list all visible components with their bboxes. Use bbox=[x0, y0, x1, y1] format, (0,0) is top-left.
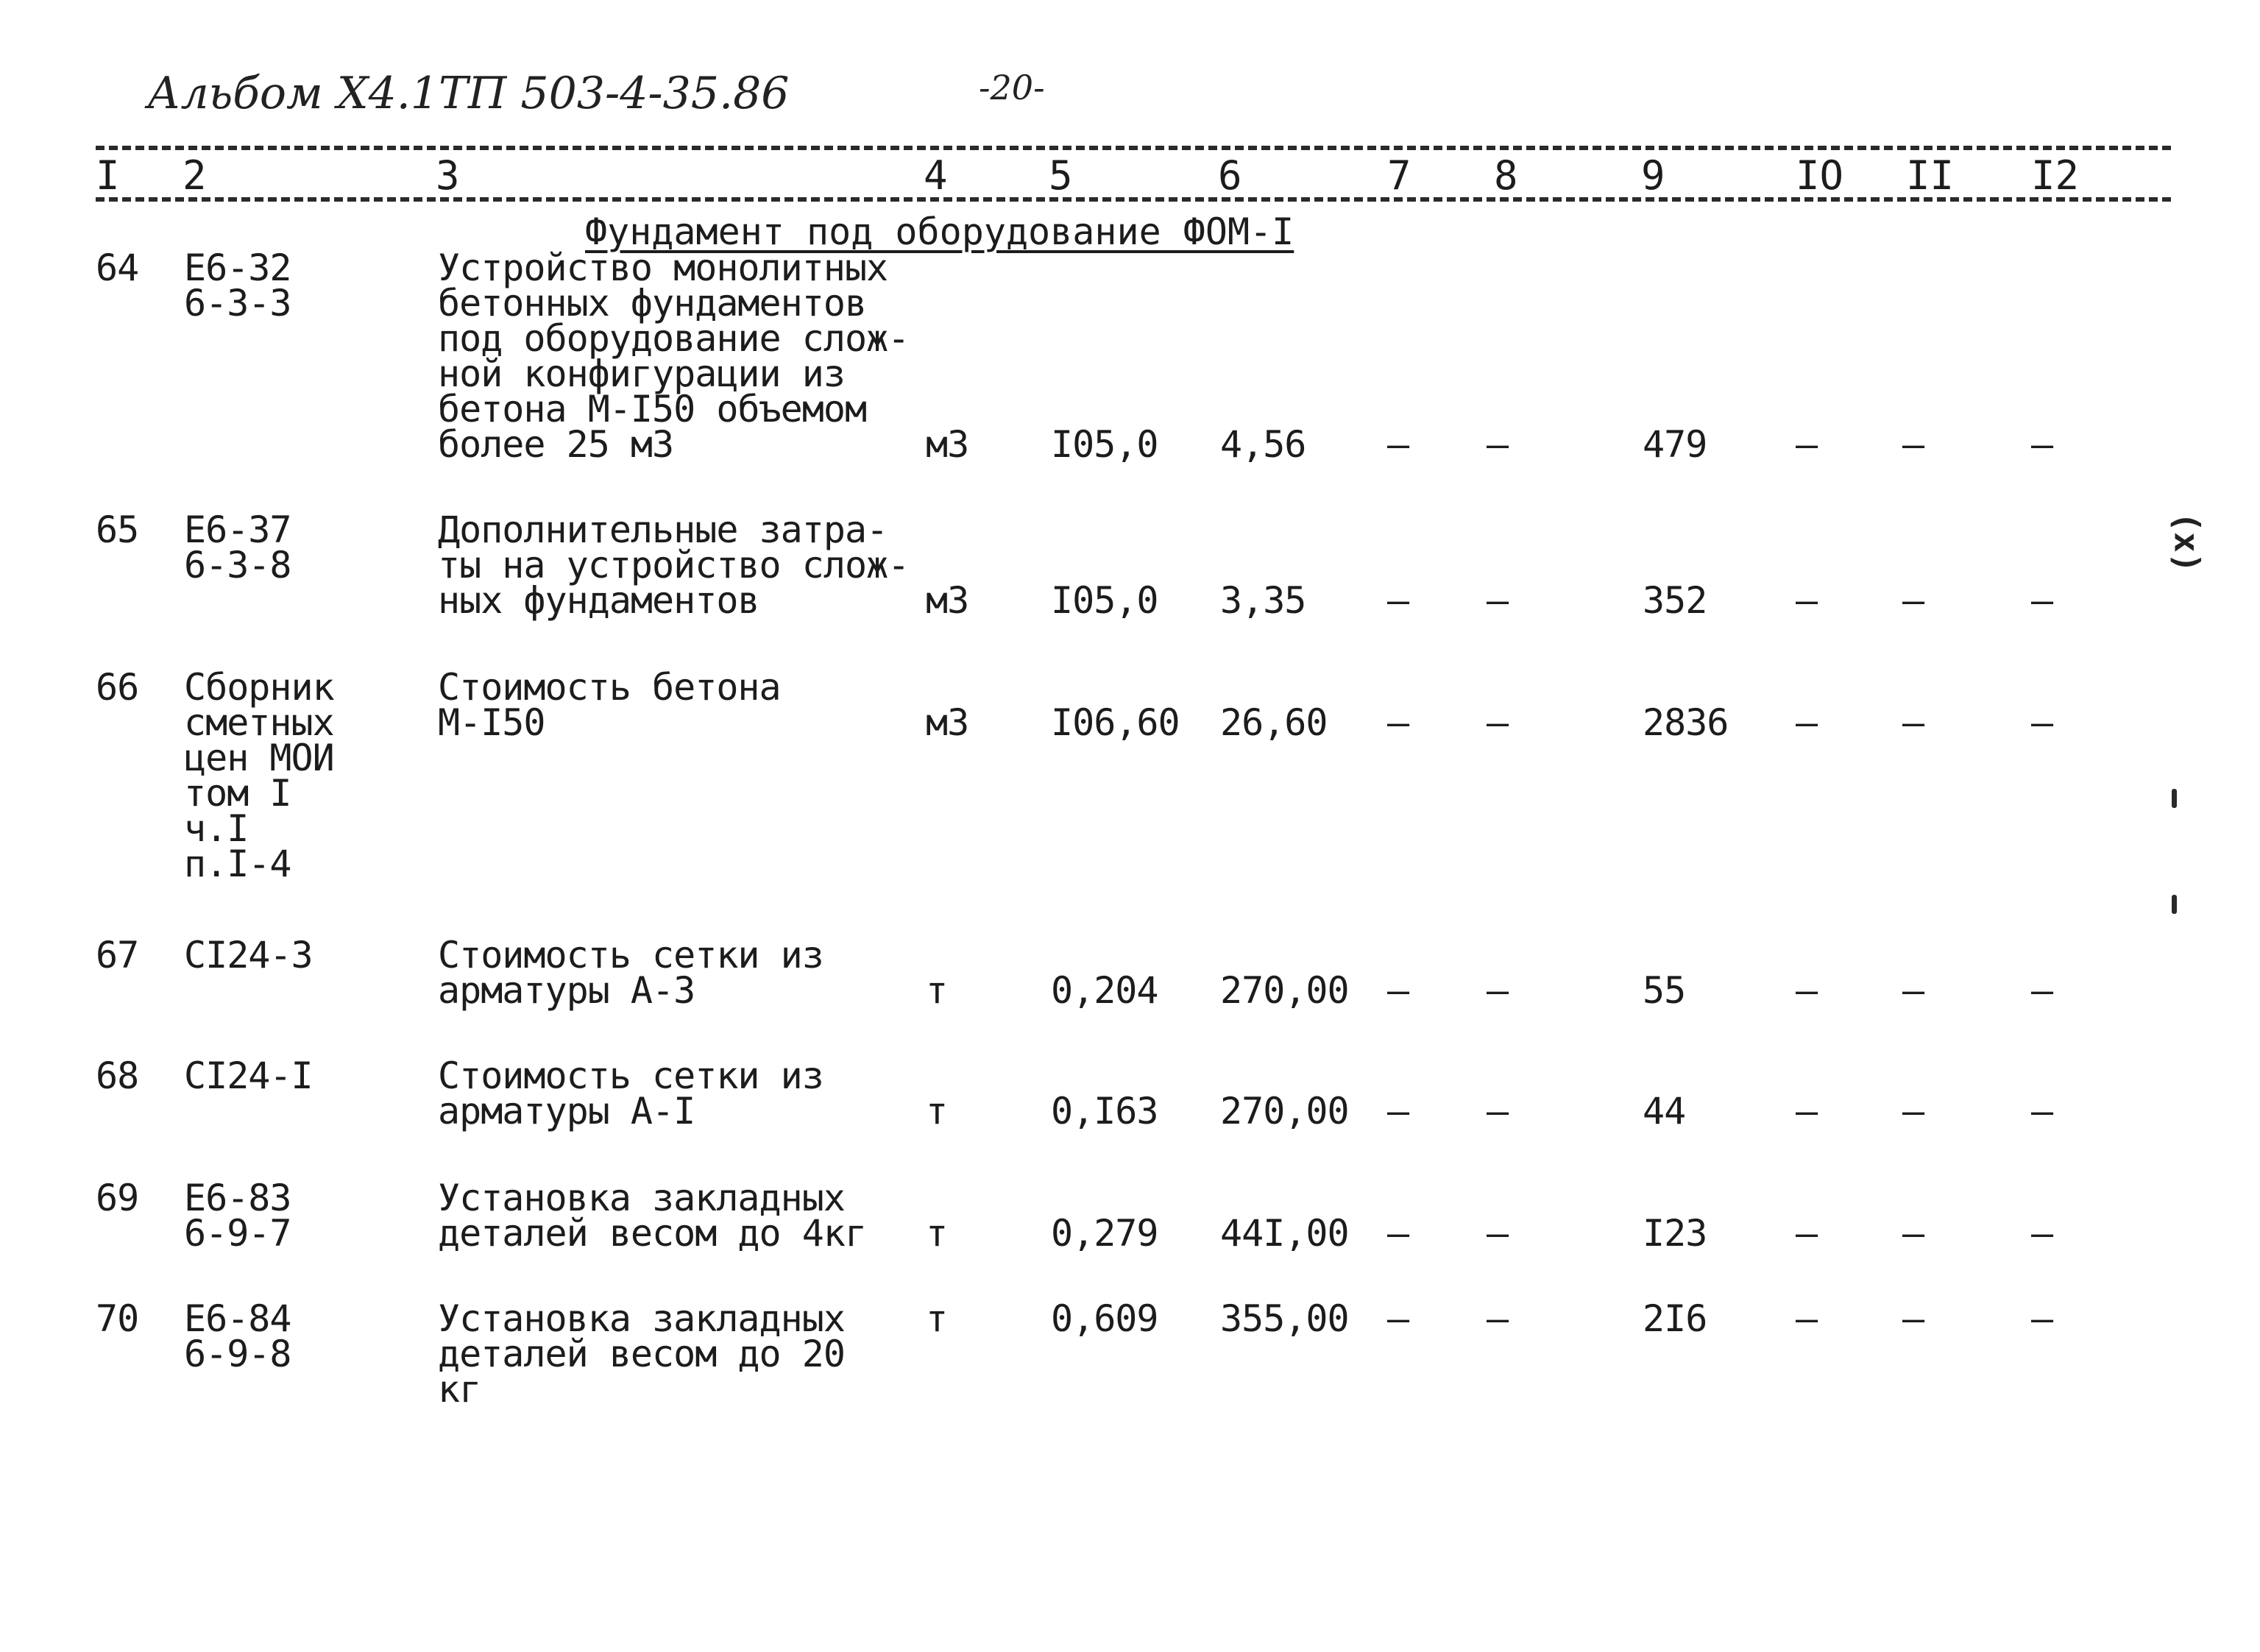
row-unit: м3 bbox=[926, 579, 969, 622]
row-col11: – bbox=[1902, 1090, 1924, 1132]
row-description-line: Стоимость бетона bbox=[438, 666, 781, 709]
row-code-line: Е6-37 bbox=[184, 508, 291, 551]
row-col12: – bbox=[2031, 969, 2053, 1012]
row-code-line: ч.I bbox=[184, 807, 249, 850]
row-number: 67 bbox=[96, 934, 139, 976]
row-quantity: 0,I63 bbox=[1051, 1090, 1158, 1132]
row-unit-price: 355,00 bbox=[1220, 1297, 1349, 1340]
column-header-11: II bbox=[1906, 152, 1955, 199]
row-total: 55 bbox=[1643, 969, 1686, 1012]
margin-mark: (x) bbox=[2167, 511, 2207, 573]
margin-tick bbox=[2172, 895, 2177, 914]
row-col10: – bbox=[1796, 1212, 1818, 1255]
row-description-line: ных фундаментов bbox=[438, 579, 759, 622]
row-col11: – bbox=[1902, 701, 1924, 744]
row-col8: – bbox=[1487, 969, 1509, 1012]
row-description-line: ты на устройство слож- bbox=[438, 544, 910, 586]
row-number: 70 bbox=[96, 1297, 139, 1340]
row-unit: м3 bbox=[926, 701, 969, 744]
row-unit: т bbox=[926, 969, 948, 1012]
row-unit-price: 270,00 bbox=[1220, 969, 1349, 1012]
row-col11: – bbox=[1902, 1297, 1924, 1340]
row-col10: – bbox=[1796, 1090, 1818, 1132]
page-number: -20- bbox=[979, 68, 1045, 107]
row-unit: т bbox=[926, 1212, 948, 1255]
row-number: 66 bbox=[96, 666, 139, 709]
column-header-5: 5 bbox=[1049, 152, 1073, 199]
row-col12: – bbox=[2031, 423, 2053, 466]
row-col10: – bbox=[1796, 969, 1818, 1012]
row-total: 2I6 bbox=[1643, 1297, 1707, 1340]
row-description-line: М-I50 bbox=[438, 701, 545, 744]
row-col11: – bbox=[1902, 423, 1924, 466]
row-quantity: 0,609 bbox=[1051, 1297, 1158, 1340]
row-description-line: Дополнительные затра- bbox=[438, 508, 888, 551]
row-description-line: арматуры А-I bbox=[438, 1090, 695, 1132]
row-col7: – bbox=[1387, 969, 1409, 1012]
row-quantity: I05,0 bbox=[1051, 423, 1158, 466]
row-col11: – bbox=[1902, 1212, 1924, 1255]
row-col8: – bbox=[1487, 701, 1509, 744]
row-col7: – bbox=[1387, 1212, 1409, 1255]
row-unit-price: 44I,00 bbox=[1220, 1212, 1349, 1255]
row-unit-price: 26,60 bbox=[1220, 701, 1328, 744]
album-title: Альбом Х4.1ТП 503-4-35.86 bbox=[147, 68, 790, 119]
row-code-line: Е6-83 bbox=[184, 1177, 291, 1219]
row-description-line: Стоимость сетки из bbox=[438, 934, 823, 976]
row-code-line: том I bbox=[184, 772, 291, 815]
header-rule-bottom bbox=[96, 197, 2171, 202]
column-header-9: 9 bbox=[1641, 152, 1665, 199]
row-code-line: СI24-I bbox=[184, 1054, 313, 1097]
section-title: Фундамент под оборудование ФОМ-I bbox=[585, 210, 1294, 253]
row-col12: – bbox=[2031, 579, 2053, 622]
row-description-line: бетонных фундаментов bbox=[438, 282, 867, 325]
row-col10: – bbox=[1796, 579, 1818, 622]
row-description-line: Устройство монолитных bbox=[438, 247, 888, 289]
row-number: 64 bbox=[96, 247, 139, 289]
row-col8: – bbox=[1487, 1212, 1509, 1255]
row-unit: т bbox=[926, 1297, 948, 1340]
row-col11: – bbox=[1902, 969, 1924, 1012]
row-code-line: СI24-3 bbox=[184, 934, 313, 976]
row-description-line: ной конфигурации из bbox=[438, 352, 845, 395]
row-code-line: сметных bbox=[184, 701, 334, 744]
margin-tick bbox=[2172, 789, 2177, 808]
row-col12: – bbox=[2031, 701, 2053, 744]
row-number: 65 bbox=[96, 508, 139, 551]
row-total: I23 bbox=[1643, 1212, 1707, 1255]
row-number: 68 bbox=[96, 1054, 139, 1097]
column-header-4: 4 bbox=[924, 152, 948, 199]
row-code-line: 6-9-7 bbox=[184, 1212, 291, 1255]
row-col8: – bbox=[1487, 1090, 1509, 1132]
row-quantity: 0,204 bbox=[1051, 969, 1158, 1012]
row-total: 479 bbox=[1643, 423, 1707, 466]
row-code-line: 6-3-3 bbox=[184, 282, 291, 325]
row-col7: – bbox=[1387, 1090, 1409, 1132]
column-header-10: IO bbox=[1796, 152, 1844, 199]
row-col10: – bbox=[1796, 701, 1818, 744]
row-col8: – bbox=[1487, 1297, 1509, 1340]
row-quantity: I06,60 bbox=[1051, 701, 1180, 744]
row-description-line: Установка закладных bbox=[438, 1297, 845, 1340]
header-rule-top bbox=[96, 146, 2171, 150]
row-col12: – bbox=[2031, 1297, 2053, 1340]
row-description-line: кг bbox=[438, 1368, 481, 1411]
row-unit: м3 bbox=[926, 423, 969, 466]
row-description-line: под оборудование слож- bbox=[438, 317, 910, 360]
row-unit-price: 270,00 bbox=[1220, 1090, 1349, 1132]
column-header-1: I bbox=[96, 152, 120, 199]
row-description-line: деталей весом до 4кг bbox=[438, 1212, 867, 1255]
row-col12: – bbox=[2031, 1212, 2053, 1255]
column-header-7: 7 bbox=[1387, 152, 1411, 199]
column-header-3: 3 bbox=[436, 152, 460, 199]
column-header-2: 2 bbox=[183, 152, 207, 199]
row-col7: – bbox=[1387, 423, 1409, 466]
row-description-line: Стоимость сетки из bbox=[438, 1054, 823, 1097]
row-description-line: деталей весом до 20 bbox=[438, 1333, 845, 1375]
row-col11: – bbox=[1902, 579, 1924, 622]
row-col10: – bbox=[1796, 423, 1818, 466]
row-code-line: Е6-32 bbox=[184, 247, 291, 289]
row-code-line: цен МОИ bbox=[184, 737, 334, 779]
row-unit-price: 4,56 bbox=[1220, 423, 1306, 466]
row-code-line: 6-9-8 bbox=[184, 1333, 291, 1375]
row-total: 2836 bbox=[1643, 701, 1729, 744]
row-unit: т bbox=[926, 1090, 948, 1132]
row-number: 69 bbox=[96, 1177, 139, 1219]
row-description-line: арматуры А-3 bbox=[438, 969, 695, 1012]
row-col7: – bbox=[1387, 701, 1409, 744]
row-description-line: более 25 м3 bbox=[438, 423, 674, 466]
row-col10: – bbox=[1796, 1297, 1818, 1340]
column-header-12: I2 bbox=[2031, 152, 2080, 199]
row-quantity: 0,279 bbox=[1051, 1212, 1158, 1255]
row-unit-price: 3,35 bbox=[1220, 579, 1306, 622]
row-code-line: Сборник bbox=[184, 666, 334, 709]
row-col7: – bbox=[1387, 1297, 1409, 1340]
row-col8: – bbox=[1487, 423, 1509, 466]
row-description-line: Установка закладных bbox=[438, 1177, 845, 1219]
row-col12: – bbox=[2031, 1090, 2053, 1132]
row-col7: – bbox=[1387, 579, 1409, 622]
row-code-line: п.I-4 bbox=[184, 843, 291, 885]
row-code-line: 6-3-8 bbox=[184, 544, 291, 586]
row-code-line: Е6-84 bbox=[184, 1297, 291, 1340]
row-quantity: I05,0 bbox=[1051, 579, 1158, 622]
row-col8: – bbox=[1487, 579, 1509, 622]
row-description-line: бетона М-I50 объемом bbox=[438, 388, 867, 430]
column-header-8: 8 bbox=[1494, 152, 1518, 199]
column-header-6: 6 bbox=[1218, 152, 1242, 199]
row-total: 352 bbox=[1643, 579, 1707, 622]
row-total: 44 bbox=[1643, 1090, 1686, 1132]
